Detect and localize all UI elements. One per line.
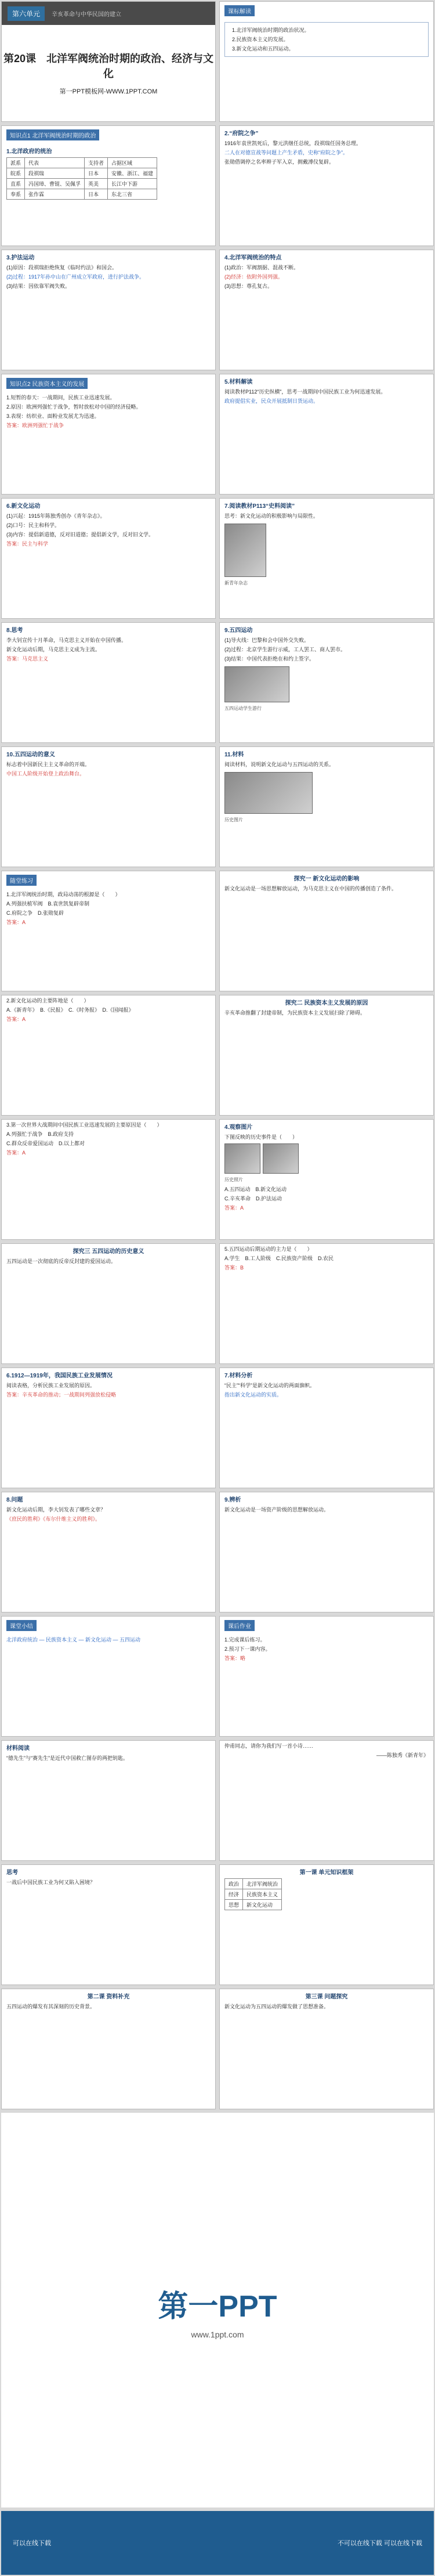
answer: 答案：B xyxy=(224,1265,244,1271)
section-head: 知识点1 北洋军阀统治时期的政治 xyxy=(6,129,99,140)
slide-practice-3 xyxy=(1,1119,216,1240)
line: 政府提倡实业，民众开展抵制日货运动。 xyxy=(224,398,319,404)
options: C.辛亥革命 D.护法运动 xyxy=(224,1196,282,1202)
slide-explore-3 xyxy=(1,1243,216,1364)
bar-title: 第一课 单元知识框架 xyxy=(299,1870,354,1876)
answer: 答案：略 xyxy=(224,1655,246,1661)
options: A.学生 B.工人阶级 C.民族资产阶级 D.农民 xyxy=(224,1255,334,1261)
slide-objectives xyxy=(219,1,434,122)
line: (1)原因：段祺瑞拒绝恢复《临时约法》和国会。 xyxy=(6,265,118,270)
footer-right[interactable]: 不可以在线下载 可以在线下载 xyxy=(337,2540,422,2547)
line: (3)结果：因依靠军阀失败。 xyxy=(6,283,71,289)
photo-caption: 新青年杂志 xyxy=(224,580,248,586)
slide-think-2 xyxy=(1,1864,216,1985)
line: (2)过程：北京学生游行示威，工人罢工、商人罢市。 xyxy=(224,647,346,652)
bar-title: 4.观察图片 xyxy=(224,1124,253,1131)
lesson-title: 第20课 北洋军阀统治时期的政治、经济与文化 xyxy=(3,53,214,80)
bar-title: 6.新文化运动 xyxy=(6,503,41,510)
bar-title: 思考 xyxy=(6,1870,18,1876)
line: 3.表现：纺织业、面粉业发展尤为迅速。 xyxy=(6,413,100,419)
line: “民主”“科学”是新文化运动的两面旗帜。 xyxy=(224,1383,315,1388)
warlord-table xyxy=(6,157,157,200)
bar-title: 7.材料分析 xyxy=(224,1373,253,1379)
slide-analysis xyxy=(219,1492,434,1612)
slide-significance xyxy=(1,746,216,867)
slide-explore-2 xyxy=(219,995,434,1116)
table-row: 经济 民族资本主义 xyxy=(225,1889,282,1900)
bar-title: 3.护法运动 xyxy=(6,255,35,261)
bar-title: 9.五四运动 xyxy=(224,627,253,634)
slide-inquiry xyxy=(219,1989,434,2109)
bar-title: 8.思考 xyxy=(6,627,23,634)
line: (3)思想：尊孔复古。 xyxy=(224,283,273,289)
line: 新文化运动后期，马克思主义成为主流。 xyxy=(6,647,101,652)
magazine-photo xyxy=(224,524,266,577)
framework-table xyxy=(224,1878,282,1910)
section-head: 课后作业 xyxy=(224,1620,255,1631)
bar-title: 6.1912—1919年，我国民族工业发展情况 xyxy=(6,1373,113,1379)
unit-banner xyxy=(2,2,215,25)
line: 新文化运动为五四运动的爆发做了思想准备。 xyxy=(224,2004,329,2009)
slide-material-3 xyxy=(219,1368,434,1488)
line: 阅读教材P112“历史纵横”，思考一战期间中国民族工业为何迅速发展。 xyxy=(224,389,386,395)
line: 二人在对德宣战等问题上产生矛盾，史称“府院之争”。 xyxy=(224,150,348,156)
bar-title: 探究二 民族资本主义发展的原因 xyxy=(285,1000,368,1006)
question: 1.北洋军阀统治时期，政局动荡的根源是（ ） xyxy=(6,892,121,897)
options: C.府院之争 D.张勋复辟 xyxy=(6,910,64,916)
line: (1)政治：军阀割据、混战不断。 xyxy=(224,265,299,270)
line: 李大钊宣传十月革命，马克思主义开始在中国传播。 xyxy=(6,637,127,643)
line: 指出新文化运动的实质。 xyxy=(224,1392,282,1398)
unit-subtitle: 辛亥革命与中华民国的建立 xyxy=(52,11,122,18)
bar-title: 5.材料解读 xyxy=(224,379,253,385)
line: 1.完成课后练习。 xyxy=(224,1637,266,1643)
options: A.五四运动 B.新文化运动 xyxy=(224,1186,287,1192)
line: (2)经济：依附外国列强。 xyxy=(224,274,284,280)
question: 3.第一次世界大战期间中国民族工业迅速发展的主要原因是（ ） xyxy=(6,1122,162,1128)
answer: 答案：辛亥革命的推动；一战期间列强放松侵略 xyxy=(6,1392,117,1398)
table-row: 思想 新文化运动 xyxy=(225,1900,282,1910)
answer: 答案：欧洲列强忙于战争 xyxy=(6,423,64,428)
answer: 答案：A xyxy=(6,1016,26,1022)
protest-photo xyxy=(224,666,289,702)
bar-title: 11.材料 xyxy=(224,752,244,758)
line: ——陈独秀《新青年》 xyxy=(376,1752,429,1758)
objectives-box xyxy=(224,22,429,57)
line: (3)内容：提倡新道德，反对旧道德；提倡新文学，反对旧文学。 xyxy=(6,532,154,537)
bar-title: 材料阅读 xyxy=(6,1745,30,1752)
brand-site[interactable]: www.1ppt.com xyxy=(191,2329,244,2339)
unit-tag: 第六单元 xyxy=(8,6,45,21)
photo-caption: 历史图片 xyxy=(224,817,243,822)
question: 2.新文化运动的主要阵地是（ ） xyxy=(6,998,89,1004)
line: (2)口号：民主和科学。 xyxy=(6,522,60,528)
slide-new-culture xyxy=(1,498,216,619)
slide-homework xyxy=(219,1616,434,1737)
options: A.《新青年》 B.《民报》 C.《时务报》 D.《国闻报》 xyxy=(6,1007,134,1013)
table-row: 皖系 段祺瑞 日本 安徽、浙江、福建 xyxy=(7,168,157,179)
footer-band xyxy=(1,2511,434,2575)
line: 新文化运动是一场资产阶级的思想解放运动。 xyxy=(224,1507,329,1513)
slide-material-1 xyxy=(219,374,434,495)
bar-title: 8.问题 xyxy=(6,1497,23,1503)
section-head: 随堂练习 xyxy=(6,875,37,886)
line: 2.原因：欧洲列强忙于战争，暂时放松对中国的经济侵略。 xyxy=(6,404,142,410)
footer-left[interactable]: 可以在线下载 xyxy=(13,2540,51,2547)
bar-title: 1.北洋政府的统治 xyxy=(6,149,52,155)
photo-caption: 五四运动学生游行 xyxy=(224,706,262,711)
line: 1.短暂的春天：一战期间，民族工业迅速发展。 xyxy=(6,395,115,401)
table-row: 派系 代表 支持者 占据区域 xyxy=(7,158,157,168)
line: 五四运动的爆发有其深刻的历史背景。 xyxy=(6,2004,96,2009)
section-head: 知识点2 民族资本主义的发展 xyxy=(6,378,88,389)
options: A.列强忙于战争 B.政府支持 xyxy=(6,1131,74,1137)
slide-question-1 xyxy=(1,1492,216,1612)
line: 2.预习下一课内容。 xyxy=(224,1646,271,1652)
line: 五四运动是一次彻底的反帝反封建的爱国运动。 xyxy=(6,1258,117,1264)
brand-area xyxy=(1,2113,434,2508)
answer: 答案：马克思主义 xyxy=(6,656,49,662)
bar-title: 第二课 资料补充 xyxy=(87,1994,130,2000)
slide-reading-2 xyxy=(1,1740,216,1861)
slide-reading xyxy=(219,498,434,619)
table-row: 直系 冯国璋、曹锟、吴佩孚 英美 长江中下游 xyxy=(7,179,157,189)
bar-title: 7.阅读教材P113“史料阅读” xyxy=(224,503,295,510)
line: 2.民族资本主义的发展。 xyxy=(232,37,289,42)
line: 1916年袁世凯死后，黎元洪继任总统，段祺瑞任国务总理。 xyxy=(224,140,362,146)
line: 北洋政府统治 — 民族资本主义 — 新文化运动 — 五四运动 xyxy=(6,1637,141,1643)
slide-features xyxy=(219,250,434,370)
lesson-site: 第一PPT模板网-WWW.1PPT.COM xyxy=(59,88,158,95)
options: A.列强扶植军阀 B.袁世凯复辟帝制 xyxy=(6,901,90,907)
slide-practice-1 xyxy=(1,871,216,991)
line: 仲甫同志，请你为我们写一首小诗…… xyxy=(224,1743,314,1749)
section-head: 课堂小结 xyxy=(6,1620,37,1631)
slide-material-2 xyxy=(219,746,434,867)
slide-hufa xyxy=(1,250,216,370)
slide-politics xyxy=(1,125,216,246)
bar-title: 10.五四运动的意义 xyxy=(6,752,55,758)
slide-supplement xyxy=(1,1989,216,2109)
bar-title: 探究一 新文化运动的影响 xyxy=(293,876,360,882)
question: 5.五四运动后期运动的主力是（ ） xyxy=(224,1246,313,1252)
line: 新文化运动是一场思想解放运动，为马克思主义在中国的传播创造了条件。 xyxy=(224,886,397,892)
slide-practice-6 xyxy=(1,1368,216,1488)
line: 阅读表格，分析民族工业发展的原因。 xyxy=(6,1383,96,1388)
history-photo xyxy=(224,772,313,814)
bar-title: 2.“府院之争” xyxy=(224,131,259,137)
slide-framework xyxy=(219,1864,434,1985)
slide-explore-1 xyxy=(219,871,434,991)
slide-practice-4 xyxy=(219,1119,434,1240)
bar-title: 第三课 问题探究 xyxy=(305,1994,348,2000)
answer: 答案：A xyxy=(6,919,26,925)
photo-caption: 历史照片 xyxy=(224,1177,243,1182)
line: (1)导火线：巴黎和会中国外交失败。 xyxy=(224,637,310,643)
table-row: 政治 北洋军阀统治 xyxy=(225,1879,282,1889)
line: 1.北洋军阀统治时期的政治状况。 xyxy=(232,27,310,33)
answer: 答案：民主与科学 xyxy=(6,541,49,547)
line: (1)兴起：1915年陈独秀创办《青年杂志》。 xyxy=(6,513,106,519)
line: 新文化运动后期，李大钊发表了哪些文章？ xyxy=(6,1507,106,1513)
bar-title: 4.北洋军阀统治的特点 xyxy=(224,255,282,261)
line: 张勋借调停之名率辫子军入京，拥戴溥仪复辟。 xyxy=(224,159,335,165)
line: 阅读材料，说明新文化运动与五四运动的关系。 xyxy=(224,762,335,767)
slide-practice-5 xyxy=(219,1243,434,1364)
line: 中国工人阶级开始登上政治舞台。 xyxy=(6,771,85,777)
question: 下图反映的历史事件是（ ） xyxy=(224,1134,298,1140)
line: 3.新文化运动和五四运动。 xyxy=(232,46,294,52)
slide-practice-2 xyxy=(1,995,216,1116)
slide-fuyuan xyxy=(219,125,434,246)
answer: 答案：A xyxy=(6,1150,26,1156)
section-head: 课标解读 xyxy=(224,5,255,16)
options: C.群众反帝爱国运动 D.以上都对 xyxy=(6,1141,85,1146)
event-photo xyxy=(263,1143,299,1174)
line: 一战后中国民族工业为何又陷入困境？ xyxy=(6,1879,96,1885)
bar-title: 探究三 五四运动的历史意义 xyxy=(72,1249,144,1255)
slide-cover xyxy=(1,1,216,122)
line: “德先生”与“赛先生”是近代中国救亡图存的两把钥匙。 xyxy=(6,1755,128,1761)
slide-summary xyxy=(1,1616,216,1737)
brand-logo: 第一PPT xyxy=(158,2289,277,2324)
event-photo xyxy=(224,1143,260,1174)
bar-title: 9.辨析 xyxy=(224,1497,241,1503)
slide-economy xyxy=(1,374,216,495)
slide-think-1 xyxy=(1,622,216,743)
line: 思考：新文化运动的积极影响与局限性。 xyxy=(224,513,319,519)
line: 《庶民的胜利》《布尔什维主义的胜利》。 xyxy=(6,1516,101,1522)
line: 辛亥革命推翻了封建帝制，为民族资本主义发展扫除了障碍。 xyxy=(224,1010,366,1016)
slide-may-fourth xyxy=(219,622,434,743)
line: (3)结果：中国代表拒绝在和约上签字。 xyxy=(224,656,315,662)
line: (2)过程：1917年孙中山在广州成立军政府，进行护法战争。 xyxy=(6,274,145,280)
line: 标志着中国新民主主义革命的开端。 xyxy=(6,762,90,767)
table-row: 奉系 张作霖 日本 东北三省 xyxy=(7,189,157,200)
answer: 答案：A xyxy=(224,1205,244,1211)
slide-quote xyxy=(219,1740,434,1861)
